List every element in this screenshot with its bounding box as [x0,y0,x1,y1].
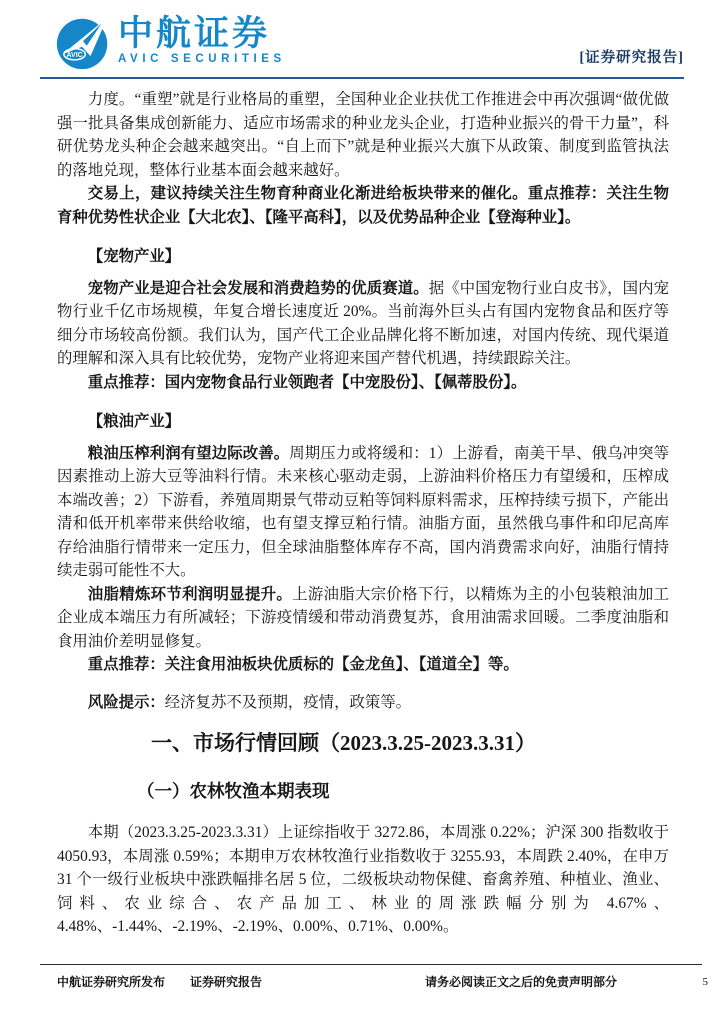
footer-disclaimer-note: 请务必阅读正文之后的免责声明部分 [425,975,618,989]
page-number: 5 [702,976,708,988]
paragraph-oil-refining [57,583,669,654]
grain-oil-lead: 粮油压榨利润有望边际改善。 [87,444,290,462]
paragraph-seed-industry: 力度。“重塑”就是行业格局的重塑，全国种业企业扶优工作推进会中再次强调“做优做强一批具备集成创新能力、适应市场需求的种业龙头企业，打造种业振兴的骨干力量”，科研优势龙头种企会越来越突出。“自上而下”就是种业振兴大旗下从政策、制度到监管执法的落地兑现，整体行业基本面会越来越好。 [57,91,669,179]
paragraph-grain-oil-crushing [57,442,669,583]
paragraph-risk-warning [57,691,669,715]
brand-name-cn: 中航证券 [118,14,271,53]
brand-name-en: AVIC SECURITIES [118,53,286,65]
paragraph-market-performance: 本期（2023.3.25-2023.3.31）上证综指收于 3272.86，本周涨 0.22%；沪深 300 指数收于 4050.93，本周涨 0.59%；本期申万农林牧渔行业指数收于 3255.93，本周跌 2.40%，在申万 31 个一级行业板块中涨跌幅排名居 5 位，二级板块动物保健、畜禽养殖、种植业、渔业、饲料、农业综合、农产品加工、林业的周涨跌幅分别为 4.67%、4.48%、-1.44%、-2.19%、-2.19%、0.00%、0.71%、0.00%。 [57,824,669,935]
paragraph-pet-industry [57,277,669,371]
pet-industry-lead: 宠物产业是迎合社会发展和消费趋势的优质赛道。 [87,279,429,297]
brand-text [118,15,286,65]
paragraph-pet-recommendation: 重点推荐：国内宠物食品行业领跑者【中宠股份】、【佩蒂股份】。 [87,373,527,391]
paragraph-trading-advice: 交易上，建议持续关注生物育种商业化渐进给板块带来的催化。重点推荐：关注生物育种优势性状企业【大北农】、【隆平高科】，以及优势品种企业【登海种业】。 [57,185,669,226]
oil-refining-detail: 上游油脂大宗价格下行，以精炼为主的小包装粮油加工企业成本端压力有所减轻；下游疫情缓和带动消费复苏，食用油需求回暖。二季度油脂和食用油价差明显修复。 [57,585,669,650]
report-header [55,13,684,71]
brand [55,15,286,71]
footer-divider [40,964,702,965]
risk-warning-detail: 经济复苏不及预期，疫情，政策等。 [164,693,412,711]
document-body [57,88,669,939]
paragraph-oil-recommendation: 重点推荐：关注食用油板块优质标的【金龙鱼】、【道道全】等。 [87,656,519,673]
report-type-badge: [证券研究报告] [579,50,684,66]
pet-industry-detail: 据《中国宠物行业白皮书》，国内宠物行业千亿市场规模，年复合增长速度近 20%。当前海外巨头占有国内宠物食品和医疗等细分市场较高份额。我们认为，国产代工企业品牌化将不断加速，对国内传统、现代渠道的理解和深入具有比较优势，宠物产业将迎来国产替代机遇，持续跟踪关注。 [57,279,669,367]
subheading-agriculture-performance: （一）农林牧渔本期表现 [137,781,330,801]
avic-logo-text: AVIC [66,52,83,59]
avic-logo-icon [55,15,111,71]
grain-oil-detail: 周期压力或将缓和：1）上游看，南美干旱、俄乌冲突等因素推动上游大豆等油料行情。未来核心驱动走弱，上游油料价格压力有望缓和，压榨成本端改善；2）下游看，养殖周期景气带动豆粕等饲料原料需求，压榨持续亏损下，产能出清和低开机率带来供给收缩，也有望支撑豆粕行情。油脂方面，虽然俄乌事件和印尼高库存给油脂行情带来一定压力，但全球油脂整体库存不高，国内消费需求向好，油脂行情持续走弱可能性不大。 [57,444,669,579]
section-title-pet-industry: 【宠物产业】 [87,248,181,265]
risk-warning-lead: 风险提示： [87,693,165,711]
section-title-grain-oil-industry: 【粮油产业】 [87,413,181,430]
footer-report-type: 证券研究报告 [190,975,263,989]
header-divider [40,77,684,79]
oil-refining-lead: 油脂精炼环节利润明显提升。 [87,585,293,603]
report-footer [0,973,724,993]
heading-market-review: 一、市场行情回顾（2023.3.25-2023.3.31） [151,731,536,755]
footer-publisher: 中航证券研究所发布 [57,975,166,989]
